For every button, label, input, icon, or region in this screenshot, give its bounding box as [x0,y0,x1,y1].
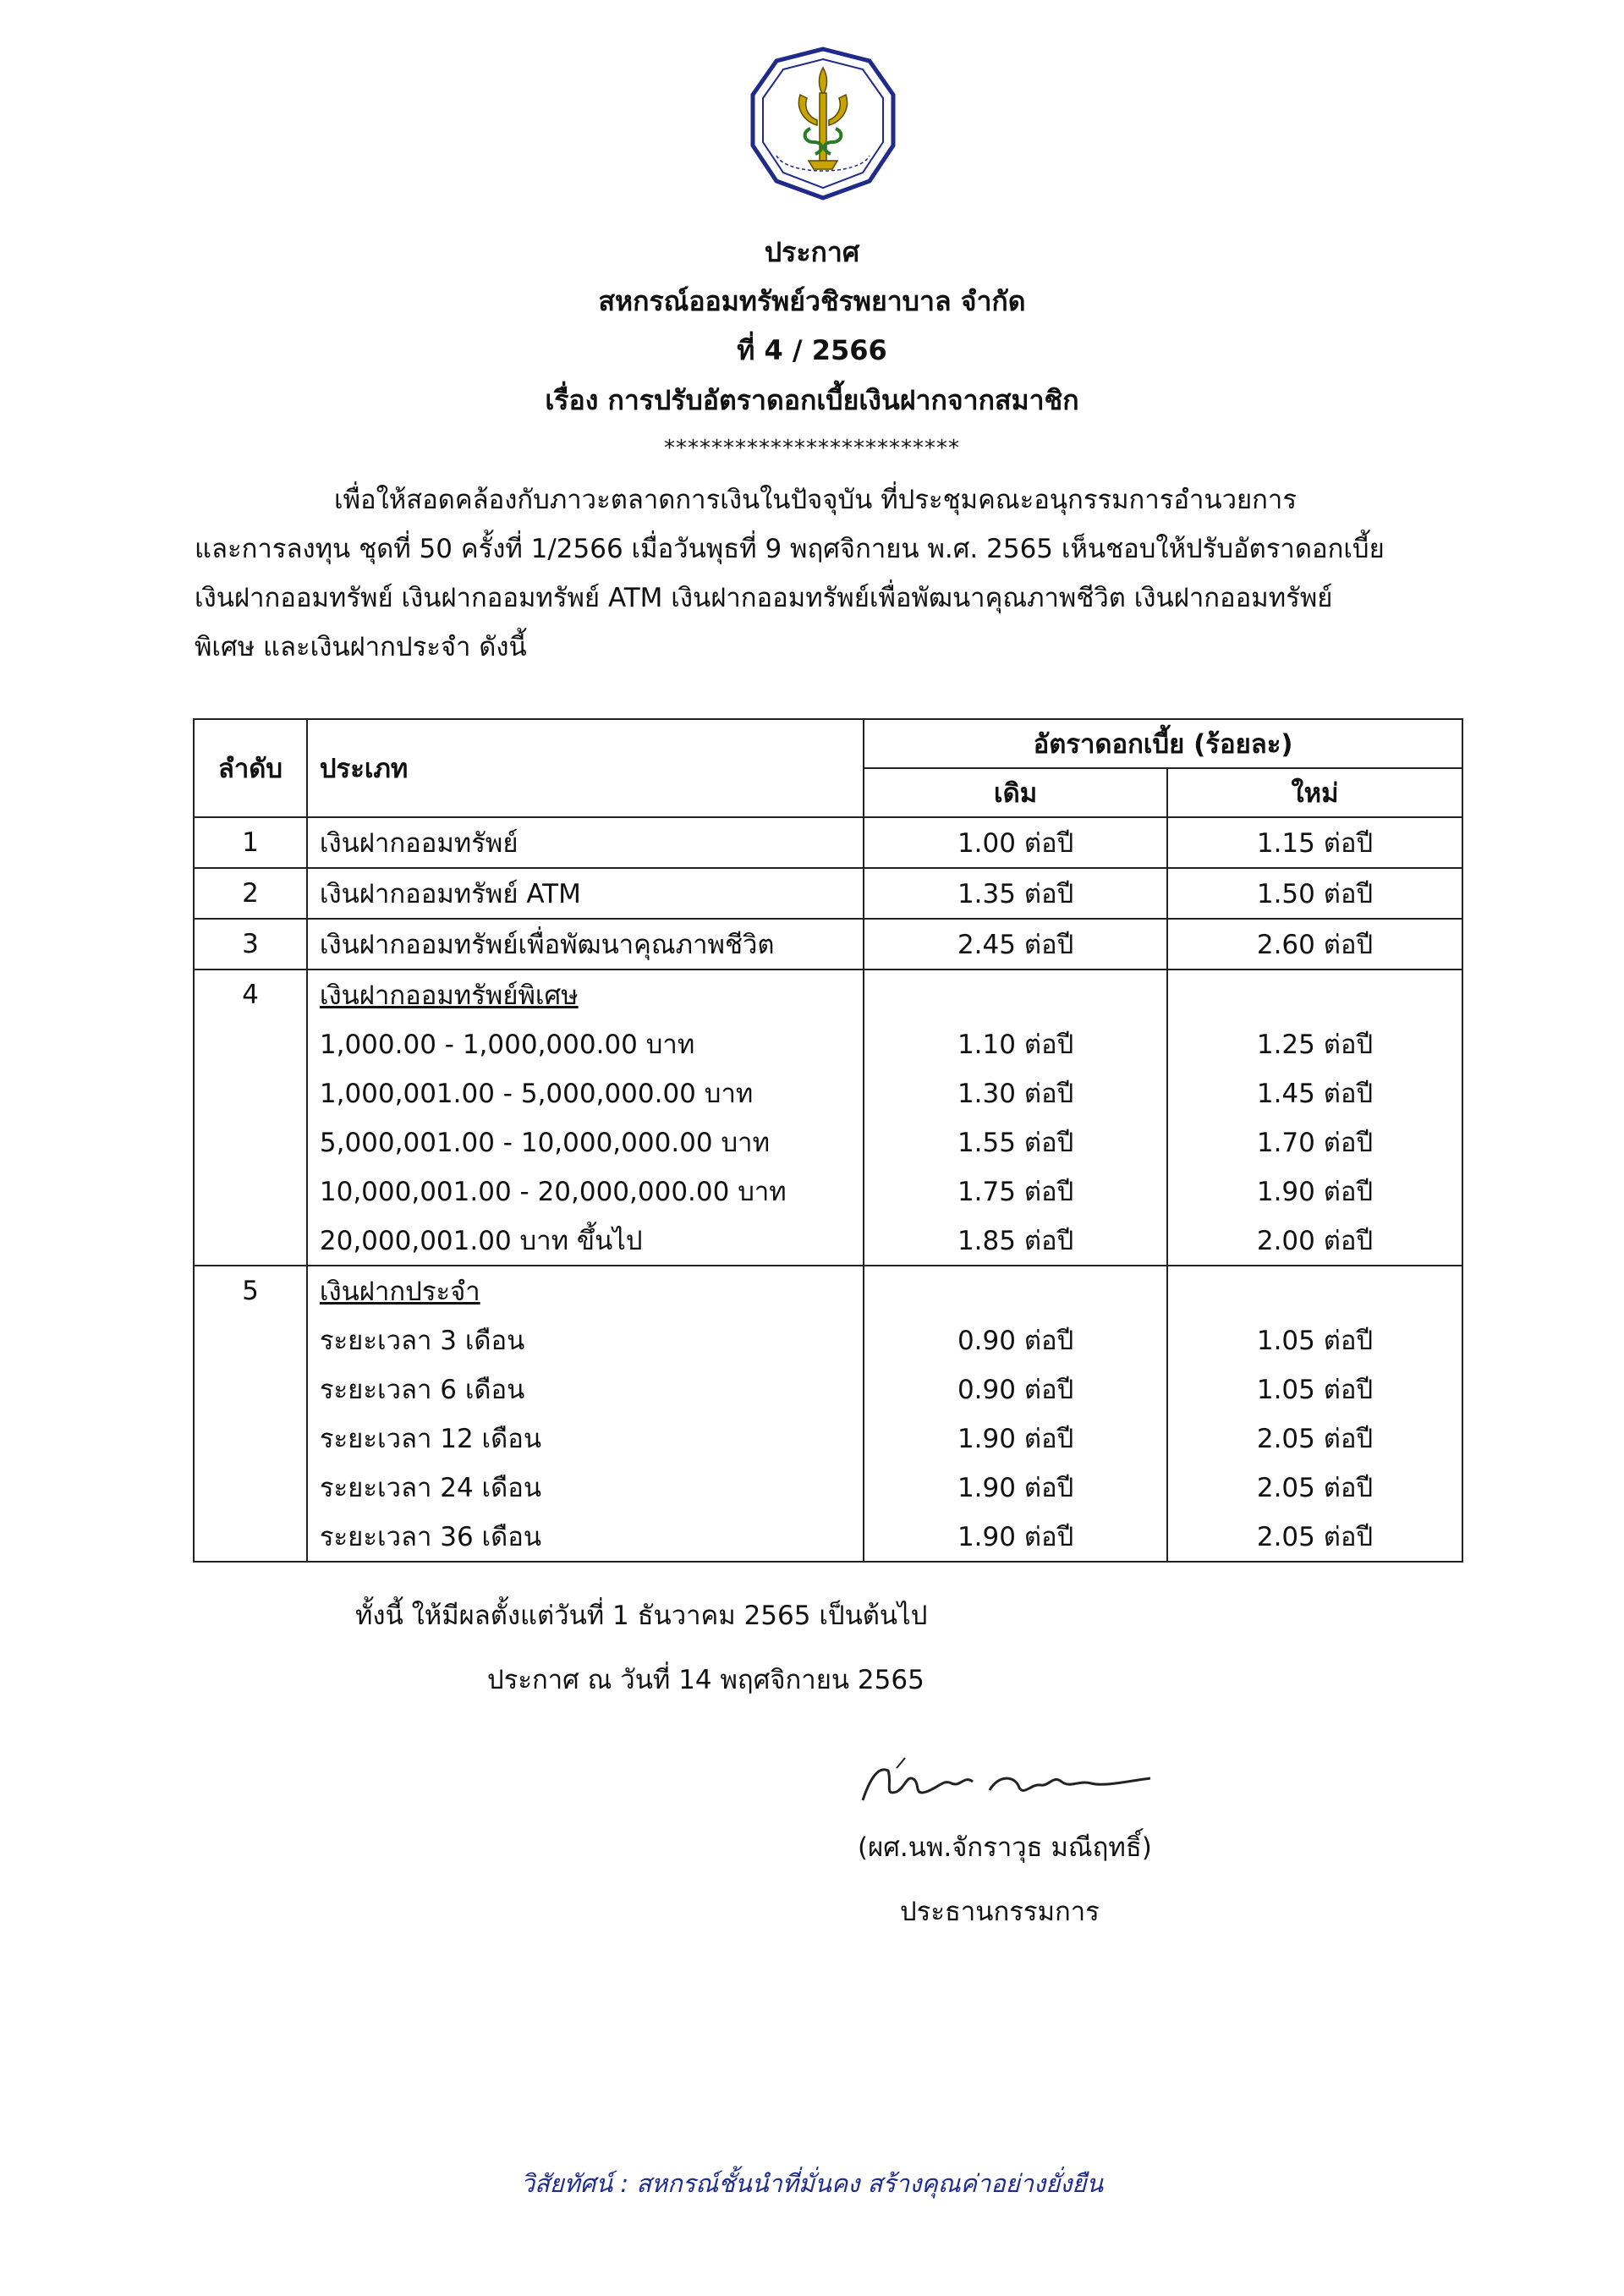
signer-name: (ผศ.นพ.จักราวุธ มณีฤทธิ์) [858,1832,1152,1863]
row-new-rate: 1.50 ต่อปี [1167,868,1462,919]
row-type: ระยะเวลา 36 เดือน [307,1512,864,1562]
table-row [194,969,1462,1019]
row-type-group: เงินฝากประจำ [307,1266,864,1316]
header-new: ใหม่ [1167,768,1462,817]
table-row [194,1019,1462,1068]
table-row [194,1365,1462,1414]
table-row [194,919,1462,969]
row-old-rate: 1.10 ต่อปี [864,1019,1167,1068]
intro-line-4: พิเศษ และเงินฝากประจำ ดังนี้ [195,632,527,662]
row-type: เงินฝากออมทรัพย์ [307,817,864,868]
row-type-group: เงินฝากออมทรัพย์พิเศษ [307,969,864,1019]
row-old-rate: 1.90 ต่อปี [864,1414,1167,1463]
intro-line-1: เพื่อให้สอดคล้องกับภาวะตลาดการเงินในปัจจุบัน ที่ประชุมคณะอนุกรรมการอำนวยการ [334,485,1297,515]
row-new-rate: 2.05 ต่อปี [1167,1512,1462,1562]
row-type: เงินฝากออมทรัพย์ ATM [307,868,864,919]
organization-name: สหกรณ์ออมทรัพย์วชิรพยาบาล จำกัด [598,285,1026,317]
row-old-rate: 0.90 ต่อปี [864,1365,1167,1414]
row-old-rate: 1.90 ต่อปี [864,1463,1167,1512]
table-row [194,1316,1462,1365]
row-type: ระยะเวลา 3 เดือน [307,1316,864,1365]
row-type: ระยะเวลา 6 เดือน [307,1365,864,1414]
row-new-rate: 1.05 ต่อปี [1167,1316,1462,1365]
header-type: ประเภท [307,719,864,817]
row-old-rate: 1.85 ต่อปี [864,1216,1167,1266]
signer-title: ประธานกรรมการ [900,1897,1100,1927]
table-row [194,1167,1462,1216]
effective-date: ทั้งนี้ ให้มีผลตั้งแต่วันที่ 1 ธันวาคม 2565 เป็นต้นไป [355,1601,928,1631]
row-new-rate: 1.15 ต่อปี [1167,817,1462,868]
interest-rate-table [193,718,1463,1563]
row-new-rate: 2.05 ต่อปี [1167,1463,1462,1512]
row-type: 10,000,001.00 - 20,000,000.00 บาท [307,1167,864,1216]
cooperative-seal-logo [743,44,903,203]
row-type: เงินฝากออมทรัพย์เพื่อพัฒนาคุณภาพชีวิต [307,919,864,969]
table-row [194,1512,1462,1562]
announcement-date: ประกาศ ณ วันที่ 14 พฤศจิกายน 2565 [487,1665,924,1695]
intro-line-2: และการลงทุน ชุดที่ 50 ครั้งที่ 1/2566 เมื่อวันพุธที่ 9 พฤศจิกายน พ.ศ. 2565 เห็นชอบให้ปรับอัตราดอกเบี้ย [195,534,1385,564]
announcement-number: ที่ 4 / 2566 [737,334,887,366]
star-divider: ************************* [664,436,960,461]
row-no: 3 [194,919,307,969]
header-no: ลำดับ [194,719,307,817]
row-type: 20,000,001.00 บาท ขึ้นไป [307,1216,864,1266]
intro-paragraph [195,475,1489,672]
row-new-rate: 2.00 ต่อปี [1167,1216,1462,1266]
row-old-rate: 1.35 ต่อปี [864,868,1167,919]
announcement-heading: ประกาศ [764,236,860,268]
announcement-subject: เรื่อง การปรับอัตราดอกเบี้ยเงินฝากจากสมาชิก [545,384,1079,416]
table-row [194,1216,1462,1266]
table-row [194,1414,1462,1463]
handwritten-signature [846,1749,1167,1817]
row-new-rate: 1.45 ต่อปี [1167,1068,1462,1118]
table-row [194,817,1462,868]
row-old-rate: 1.75 ต่อปี [864,1167,1167,1216]
row-new-rate: 1.70 ต่อปี [1167,1118,1462,1167]
row-type: ระยะเวลา 24 เดือน [307,1463,864,1512]
row-new-rate: 2.05 ต่อปี [1167,1414,1462,1463]
row-new-rate: 1.05 ต่อปี [1167,1365,1462,1414]
row-new-rate: 1.25 ต่อปี [1167,1019,1462,1068]
row-old-rate: 0.90 ต่อปี [864,1316,1167,1365]
row-old-rate: 1.90 ต่อปี [864,1512,1167,1562]
table-row [194,1463,1462,1512]
row-old-rate: 1.55 ต่อปี [864,1118,1167,1167]
row-old-rate: 1.00 ต่อปี [864,817,1167,868]
row-type: 1,000.00 - 1,000,000.00 บาท [307,1019,864,1068]
row-new-rate: 2.60 ต่อปี [1167,919,1462,969]
row-old-rate: 2.45 ต่อปี [864,919,1167,969]
row-type: 5,000,001.00 - 10,000,000.00 บาท [307,1118,864,1167]
row-old-rate: 1.30 ต่อปี [864,1068,1167,1118]
table-row [194,868,1462,919]
row-no: 5 [194,1266,307,1316]
row-new-rate: 1.90 ต่อปี [1167,1167,1462,1216]
table-row [194,1266,1462,1316]
table-row [194,1118,1462,1167]
row-no: 2 [194,868,307,919]
row-no: 4 [194,969,307,1019]
header-rate: อัตราดอกเบี้ย (ร้อยละ) [864,719,1462,768]
intro-line-3: เงินฝากออมทรัพย์ เงินฝากออมทรัพย์ ATM เงินฝากออมทรัพย์เพื่อพัฒนาคุณภาพชีวิต เงินฝากออมทรัพย์ [195,583,1333,613]
row-type: 1,000,001.00 - 5,000,000.00 บาท [307,1068,864,1118]
row-no: 1 [194,817,307,868]
row-type: ระยะเวลา 12 เดือน [307,1414,864,1463]
vision-footer: วิสัยทัศน์ : สหกรณ์ชั้นนำที่มั่นคง สร้างคุณค่าอย่างยั่งยืน [520,2169,1104,2198]
table-row [194,1068,1462,1118]
header-old: เดิม [864,768,1167,817]
